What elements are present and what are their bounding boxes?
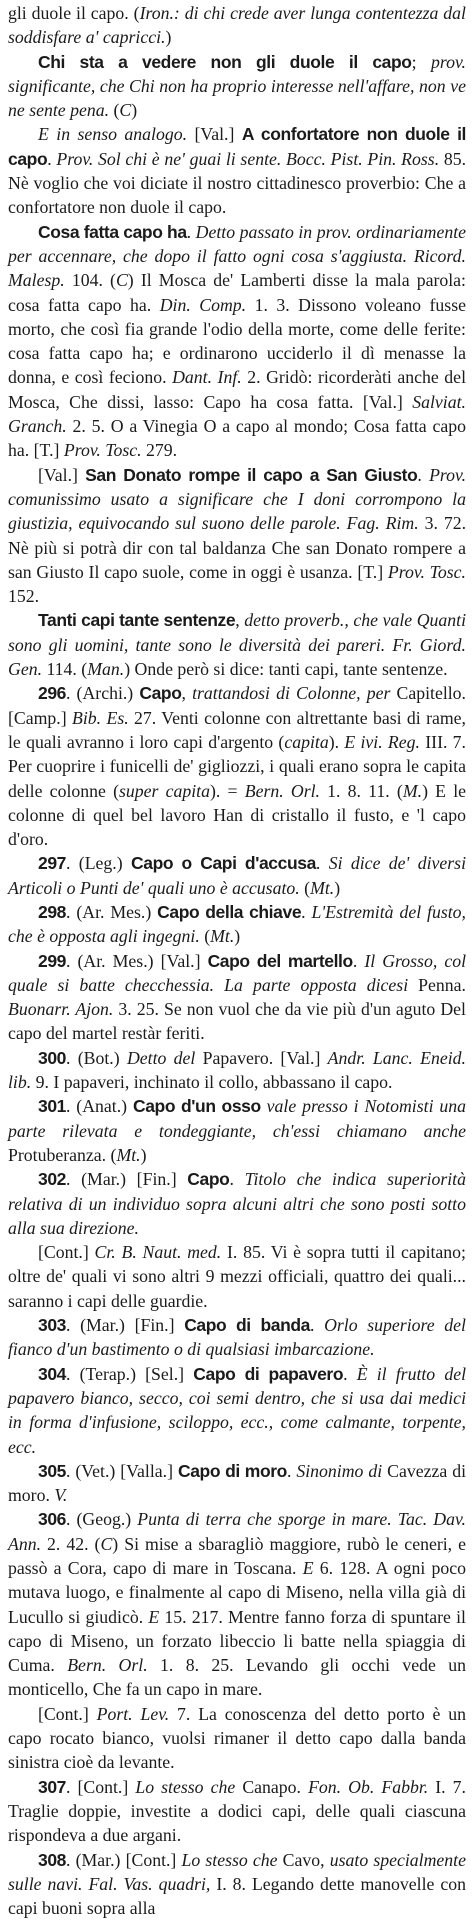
italic-run: L'Estremità del fusto, che è opposta agli ingegni. bbox=[8, 901, 466, 947]
italic-run: Mt. bbox=[116, 1144, 141, 1165]
text-run: . bbox=[186, 221, 196, 242]
headword: Capo di banda bbox=[184, 1315, 310, 1336]
italic-run: E bbox=[148, 1606, 160, 1627]
italic-run: Titolo che indica superiorità relativa di un individuo sopra alcuni altri che sono posti sotto alla sua direzione. bbox=[8, 1169, 466, 1238]
italic-run: Lo stesso che bbox=[181, 1849, 278, 1870]
italic-run: Prov. Tosc. bbox=[63, 440, 142, 461]
text-run: ) bbox=[131, 100, 138, 121]
headword: Capo bbox=[139, 683, 182, 704]
text-run: . bbox=[315, 853, 329, 874]
italic-run: detto proverb., che vale Quanti sono gli uomini, tante sono le diversità dei pareri. Fr. Giord. Gen. bbox=[8, 610, 467, 680]
italic-run: Cr. B. Naut. med. bbox=[94, 1242, 222, 1263]
entry-paragraph bbox=[8, 50, 466, 123]
headword: 304 bbox=[38, 1363, 66, 1384]
italic-run: Mt. bbox=[310, 877, 335, 898]
italic-run: C bbox=[100, 1533, 113, 1554]
italic-run: Lo stesso che bbox=[135, 1776, 236, 1797]
text-run: 3. 72. Nè più si potrà dir con tal baldanza Che san Donato rompere a san Giusto Il capo suole, come in oggi è usanza. [T.] bbox=[8, 513, 467, 582]
text-run: . bbox=[417, 464, 430, 485]
italic-run: prov. significante, che Chi non ha proprio interesse nell'affare, non ve ne sente pena. bbox=[8, 51, 466, 121]
text-run: gli duole il capo. ( bbox=[8, 3, 140, 23]
headword: 303 bbox=[38, 1315, 66, 1336]
text-run: 279. bbox=[141, 440, 178, 461]
text-run: ; bbox=[411, 51, 431, 72]
text-run: 9. I papaveri, inchinato il collo, abbassano il capo. bbox=[31, 1072, 393, 1093]
text-run: 2. 5. O a Vinegia O a capo al mondo; Cosa fatta capo ha. [T.] bbox=[8, 416, 466, 461]
text-run: I. 7. Traglie doppie, investite a dodici capi, delle quali ciascuna rispondeva a due argani. bbox=[8, 1776, 466, 1846]
text-run: 85. Nè voglio che voi diciate il nostro cittadinesco proverbio: Che a confortatore non duole il capo. bbox=[8, 148, 467, 218]
text-run: Canapo. bbox=[235, 1776, 309, 1797]
entry-paragraph bbox=[8, 608, 466, 681]
text-run: Protuberanza. ( bbox=[8, 1144, 117, 1165]
text-run: 27. Venti colonne con altrettante basi di rame, le quali avranno i loro capi d'argento ( bbox=[8, 707, 466, 752]
italic-run: Detto passato in prov. ordinariamente per accennare, che dopo il fatto ogni cosa s'aggiusta. Ricord. Malesp. bbox=[8, 221, 467, 291]
text-run: . (Mar.) [Cont.] bbox=[66, 1849, 182, 1870]
text-run: 2. 42. ( bbox=[41, 1533, 101, 1554]
italic-run: Bern. Orl. bbox=[67, 1655, 148, 1676]
italic-run: Il Grosso, col quale si batte checchessia. La parte opposta dicesi bbox=[8, 950, 467, 995]
entry-paragraph bbox=[8, 949, 466, 1046]
text-run: ( bbox=[109, 100, 120, 121]
italic-run: Dant. Inf. bbox=[172, 367, 242, 388]
headword: 299 bbox=[38, 950, 66, 971]
headword: 302 bbox=[38, 1169, 66, 1190]
text-run: Capitello. [Camp.] bbox=[8, 683, 466, 728]
text-run: ) E le colonne di quel bel lavoro Han di cristallo il fusto, e 'l capo d'oro. bbox=[8, 780, 467, 850]
italic-run: Buonarr. Ajon. bbox=[8, 999, 114, 1020]
entry-paragraph bbox=[8, 122, 466, 219]
italic-run: Prov. Sol chi è ne' guai li sente. bbox=[56, 148, 282, 169]
italic-run: capita bbox=[284, 731, 329, 752]
italic-run: Prov. Tosc. bbox=[387, 561, 466, 582]
entry-paragraph bbox=[8, 1702, 466, 1775]
headword: 300 bbox=[38, 1047, 66, 1068]
headword: 305 bbox=[38, 1460, 66, 1481]
text-run: 114. ( bbox=[42, 659, 88, 680]
entry-paragraph bbox=[8, 220, 466, 463]
text-run: ) bbox=[140, 1144, 147, 1165]
headword: 308 bbox=[38, 1849, 66, 1870]
italic-run: Bocc. Pist. Pin. Ross. bbox=[286, 148, 440, 169]
text-run: . (Archi.) bbox=[66, 683, 140, 704]
entry-paragraph bbox=[8, 851, 466, 900]
italic-run: vale presso i Notomisti una parte rilevata e tondeggiante, ch'essi chiamano anche bbox=[8, 1096, 467, 1141]
text-run: . bbox=[286, 1460, 297, 1481]
headword: 297 bbox=[38, 853, 66, 874]
text-run: 1. 3. Dissono voleano fusse morto, che così fia grande l'odio della morte, come delle ferite: cosa fatta capo ha; e ordinarono ucciderlo il dì menasse la donna, e così feciono. bbox=[8, 294, 466, 388]
entry-paragraph bbox=[8, 1848, 466, 1921]
text-run: ) bbox=[334, 877, 341, 898]
headword: Tanti capi tante sentenze bbox=[38, 610, 236, 631]
italic-run: E bbox=[302, 1558, 314, 1578]
italic-run: M. bbox=[402, 780, 423, 801]
entry-paragraph bbox=[8, 1459, 466, 1508]
text-run: 104. ( bbox=[64, 270, 116, 291]
italic-run: trattandosi di Colonne, per bbox=[192, 683, 391, 704]
text-run: ) Il Mosca de' Lamberti disse la mala parola: cosa fatta capo ha. bbox=[8, 270, 466, 315]
italic-run: Port. Lev. bbox=[96, 1703, 170, 1724]
text-run: . (Anat.) bbox=[66, 1096, 133, 1117]
italic-run: Andr. Lanc. Eneid. lib. bbox=[8, 1047, 466, 1093]
text-run: . (Geog.) bbox=[66, 1509, 138, 1530]
text-run: ( bbox=[199, 926, 211, 947]
italic-run: Din. Comp. bbox=[159, 294, 247, 315]
entry-paragraph bbox=[8, 681, 466, 851]
text-run: . (Vet.) [Valla.] bbox=[66, 1460, 178, 1481]
text-run: . [Cont.] bbox=[66, 1776, 136, 1797]
italic-run: Fon. Ob. Fabbr. bbox=[308, 1776, 429, 1797]
text-run: . (Bot.) bbox=[66, 1047, 127, 1068]
text-run: . bbox=[47, 148, 57, 169]
italic-run: Sinonimo di bbox=[296, 1460, 383, 1481]
italic-run: Bib. Es. bbox=[72, 707, 129, 728]
italic-run: Punta di terra che sporge in mare. Tac. Dav. Ann. bbox=[8, 1509, 466, 1554]
text-run: . bbox=[352, 950, 365, 971]
text-run: Cavezza di moro. bbox=[8, 1460, 467, 1506]
headword: 301 bbox=[38, 1096, 66, 1117]
text-run: ). = bbox=[210, 780, 245, 801]
text-run: [Val.] bbox=[38, 464, 86, 485]
text-run: [Cont.] bbox=[38, 1703, 97, 1724]
text-run: 152. bbox=[8, 586, 40, 607]
text-run: ) Si mise a sbaragliò maggiore, rubò le ceneri, e passò a Cora, capo di mare in Toscana. bbox=[8, 1533, 466, 1578]
entry-paragraph bbox=[8, 900, 466, 949]
entry-paragraph bbox=[8, 1775, 466, 1848]
italic-run: Iron.: di chi crede aver lunga contentezza dal soddisfare a' capricci. bbox=[8, 3, 466, 48]
headword: 307 bbox=[38, 1776, 66, 1797]
text-run: . bbox=[301, 901, 312, 922]
headword: 298 bbox=[38, 901, 66, 922]
text-run: Penna. bbox=[408, 974, 466, 995]
text-run: [Cont.] bbox=[38, 1242, 95, 1263]
text-run: ( bbox=[299, 877, 311, 898]
entry-paragraph bbox=[8, 1167, 466, 1240]
text-run: 15. 217. Mentre fanno forza di spuntare il capo di Miseno, un forzato libeccio li batte nella spiaggia di Cuma. bbox=[8, 1606, 466, 1676]
italic-run: Salviat. Granch. bbox=[8, 391, 466, 437]
italic-run: E in senso analogo. bbox=[38, 124, 188, 145]
text-run: 3. 25. Se non vuol che da vie più d'un aguto Del capo del martel restàr feriti. bbox=[8, 999, 466, 1044]
italic-run: Prov. comunissimo usato a significare che I doni corrompono la giustizia, equivocando sul suono delle parole. Fag. Rim. bbox=[8, 464, 467, 534]
text-run: I. 85. Vi è sopra tutti il capitano; oltre de' quali vi sono altri 9 mezzi officiali, quattro dei quali... saranno i capi delle guardie. bbox=[8, 1242, 466, 1311]
text-run: ) Onde però si dice: tanti capi, tante sentenze. bbox=[124, 659, 448, 680]
italic-run: Orlo superiore del fianco d'un bastimento o di qualsiasi imbarcazione. bbox=[8, 1315, 466, 1360]
text-run: . bbox=[343, 1363, 357, 1384]
entry-paragraph bbox=[8, 1507, 466, 1701]
entry-paragraph bbox=[8, 1313, 466, 1362]
headword: Capo di moro bbox=[177, 1460, 287, 1481]
text-run: , bbox=[181, 683, 193, 704]
italic-run: super capita bbox=[118, 780, 210, 801]
entry-paragraph bbox=[8, 1362, 466, 1459]
text-run: . (Leg.) bbox=[66, 853, 132, 874]
text-run: . bbox=[229, 1169, 245, 1190]
entry-paragraph bbox=[8, 463, 466, 609]
headword: Capo bbox=[187, 1169, 230, 1190]
italic-run: È il frutto del papavero bianco, secco, coi semi dentro, che si usa dai medici in forma d'infusione, sciloppo, ecc., come calmante, torpente, ecc. bbox=[8, 1363, 467, 1457]
headword: Capo di papavero bbox=[193, 1363, 344, 1384]
headword: Capo d'un osso bbox=[132, 1096, 261, 1117]
text-run: , bbox=[235, 610, 245, 631]
italic-run: Si dice de' diversi Articoli o Punti de' quali uno è accusato. bbox=[8, 853, 467, 898]
text-run: ) bbox=[234, 926, 241, 947]
entry-paragraph bbox=[8, 1046, 466, 1095]
headword: Capo del martello bbox=[207, 950, 353, 971]
italic-run: C bbox=[115, 270, 128, 291]
entry-paragraph bbox=[8, 1240, 466, 1313]
text-run: ). bbox=[328, 731, 345, 752]
headword: Capo o Capi d'accusa bbox=[131, 853, 316, 874]
italic-run: C bbox=[119, 100, 132, 121]
text-run: 1. 8. 11. ( bbox=[319, 780, 403, 801]
headword: Capo della chiave bbox=[157, 901, 302, 922]
text-run: . bbox=[309, 1315, 325, 1336]
text-run: [Val.] bbox=[187, 124, 242, 145]
headword: A confortatore non duole il capo bbox=[8, 124, 467, 169]
italic-run: V. bbox=[54, 1485, 68, 1506]
text-run: . (Ar. Mes.) [Val.] bbox=[66, 950, 208, 971]
italic-run: E ivi. Reg. bbox=[344, 731, 420, 752]
text-run: Papavero. [Val.] bbox=[195, 1047, 328, 1068]
text-run: . (Mar.) [Fin.] bbox=[66, 1169, 188, 1190]
entry-paragraph bbox=[8, 1094, 466, 1167]
headword: 306 bbox=[38, 1509, 66, 1530]
text-run: 1. 8. 25. Levando gli occhi vede un monticello, Che fa un capo in mare. bbox=[8, 1655, 466, 1700]
entry-paragraph bbox=[8, 1, 466, 50]
text-run: 7. La conoscenza del detto porto è un capo rocato bianco, vuolsi rimaner il detto capo dalla banda sinistra cioè da levante. bbox=[8, 1703, 467, 1773]
text-run: 6. 128. A ogni poco mutava luogo, e finalmente al capo di Miseno, nella villa già di Lucullo si giudicò. bbox=[8, 1558, 467, 1627]
text-run: . (Mar.) [Fin.] bbox=[66, 1315, 185, 1336]
headword: Chi sta a vedere non gli duole il capo bbox=[38, 51, 412, 72]
text-run: Cavo, bbox=[277, 1849, 330, 1870]
text-run: 2. Gridò: ricorderàti anche del Mosca, Che dissi, lasso: Capo ha cosa fatta. [Val.] bbox=[8, 367, 466, 412]
italic-run: Detto del bbox=[126, 1047, 196, 1068]
headword: San Donato rompe il capo a San Giusto bbox=[85, 464, 418, 485]
text-run: I. 8. Legando dette manovelle con capi buoni sopra alla bbox=[8, 1873, 467, 1919]
headword: 296 bbox=[38, 683, 66, 704]
headword: Cosa fatta capo ha bbox=[38, 221, 187, 242]
italic-run: Mt. bbox=[210, 926, 235, 947]
text-run: . (Terap.) [Sel.] bbox=[66, 1363, 194, 1384]
italic-run: usato specialmente sulle navi. Fal. Vas. quadri, bbox=[8, 1849, 466, 1894]
text-run: ) bbox=[165, 27, 172, 48]
italic-run: Bern. Orl. bbox=[244, 780, 320, 801]
text-run: . (Ar. Mes.) bbox=[66, 901, 158, 922]
italic-run: Man. bbox=[87, 659, 125, 680]
text-run: III. 7. Per cuoprire i funicelli de' gigliozzi, i quali erano sopra le capita delle colonne ( bbox=[8, 731, 466, 801]
